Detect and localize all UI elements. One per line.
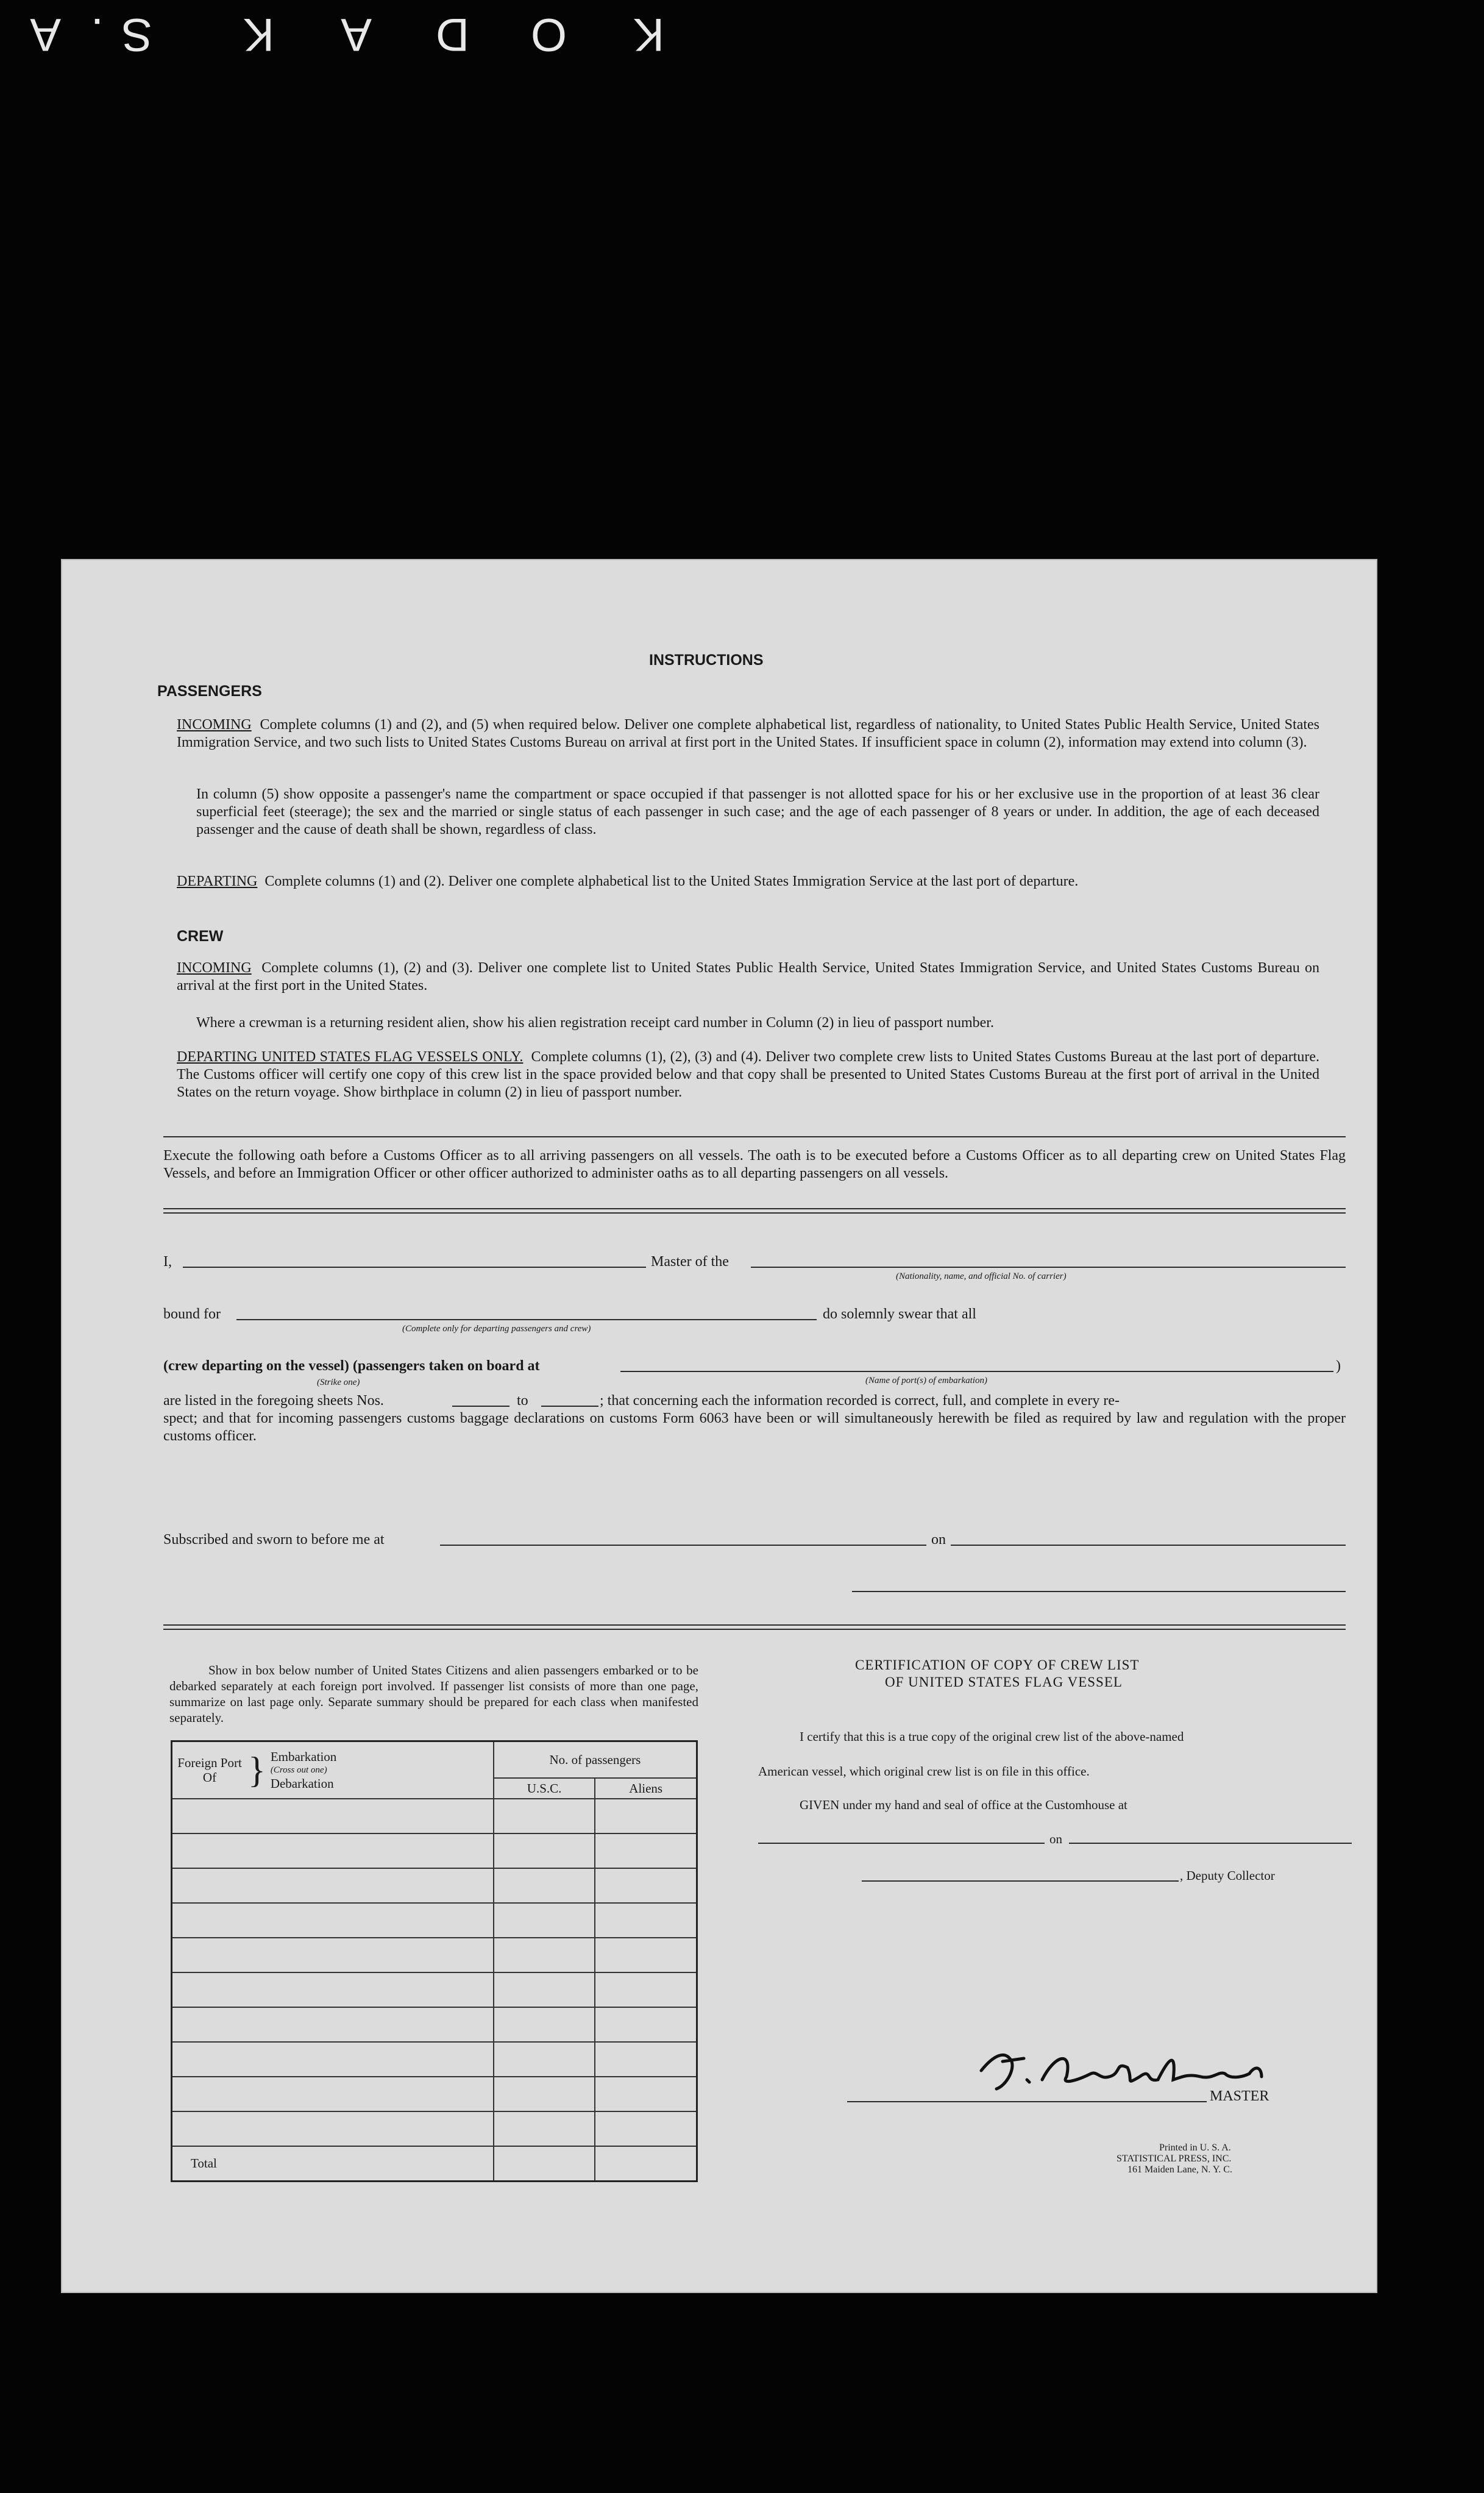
passengers-incoming-text: Complete columns (1) and (2), and (5) when required below. Deliver one complete alphabetical list, regardless of nationality, to United States Public Health Service, United States Immigration Service, and two such lists to United States Customs Bureau on arrival at first port in the United States. If insufficient space in column (2), information may extend into column (3). bbox=[177, 717, 1320, 750]
table-row bbox=[172, 2111, 697, 2146]
usc-header: U.S.C. bbox=[494, 1778, 595, 1799]
bound-for-note: (Complete only for departing passengers and crew) bbox=[402, 1324, 591, 1334]
table-row bbox=[172, 1833, 697, 1868]
passengers-incoming-label: INCOMING bbox=[177, 717, 252, 733]
sheet-to-field[interactable] bbox=[541, 1406, 598, 1407]
table-row bbox=[172, 1903, 697, 1938]
table-row bbox=[172, 1868, 697, 1903]
foreign-port-label: Foreign Port Of bbox=[177, 1755, 242, 1785]
subscribed-label: Subscribed and sworn to before me at bbox=[163, 1532, 385, 1548]
close-paren: ) bbox=[1336, 1358, 1341, 1374]
passengers-departing-paragraph bbox=[177, 873, 1319, 891]
passengers-departing-label: DEPARTING bbox=[177, 873, 258, 889]
film-edge-marking bbox=[12, 6, 689, 61]
master-signature-line[interactable] bbox=[847, 2101, 1207, 2102]
deputy-collector-field[interactable] bbox=[862, 1880, 1179, 1882]
strike-note: (Strike one) bbox=[317, 1378, 360, 1387]
passengers-heading: PASSENGERS bbox=[157, 683, 262, 700]
cert-date-field[interactable] bbox=[1069, 1843, 1352, 1844]
debarkation-label: Debarkation bbox=[270, 1776, 334, 1791]
oath-i-label: I, bbox=[163, 1254, 172, 1270]
aliens-header: Aliens bbox=[595, 1778, 697, 1799]
film-letter: A bbox=[30, 9, 61, 60]
total-label: Total bbox=[172, 2146, 494, 2182]
sworn-on-label: on bbox=[931, 1532, 946, 1548]
film-letter: K bbox=[633, 9, 664, 60]
embarkation-label: Embarkation bbox=[270, 1749, 337, 1764]
table-row bbox=[172, 2007, 697, 2042]
printer-line-2: STATISTICAL PRESS, INC. bbox=[1117, 2153, 1232, 2164]
total-row bbox=[172, 2146, 697, 2182]
swear-text: do solemnly swear that all bbox=[823, 1306, 976, 1322]
divider bbox=[163, 1136, 1346, 1137]
brace: } bbox=[248, 1750, 266, 1790]
double-divider bbox=[163, 1208, 1346, 1214]
passengers-incoming-paragraph bbox=[177, 716, 1319, 752]
film-letter: K bbox=[243, 9, 274, 60]
summary-instructions: Show in box below number of United States Citizens and alien passengers embarked or to be debarked separately at each foreign port involved. If passenger list consists of more than one page, summarize on last page only. Separate summary should be prepared for each class when manifested separately. bbox=[169, 1663, 698, 1725]
table-row bbox=[172, 1938, 697, 1972]
cert-text-2: American vessel, which original crew list is on file in this office. bbox=[758, 1764, 1090, 1779]
sheet-from-field[interactable] bbox=[452, 1406, 509, 1407]
no-passengers-header: No. of passengers bbox=[494, 1741, 697, 1779]
document-page bbox=[61, 559, 1377, 2293]
film-letter: A bbox=[341, 9, 372, 60]
table-row bbox=[172, 2042, 697, 2077]
departing-flag-paragraph bbox=[177, 1048, 1319, 1101]
listed-text-1: are listed in the foregoing sheets Nos. bbox=[163, 1393, 384, 1409]
double-divider-2 bbox=[163, 1624, 1346, 1630]
oath-master-of: Master of the bbox=[651, 1254, 729, 1270]
cert-text-3: GIVEN under my hand and seal of office at the Customhouse at bbox=[800, 1798, 1127, 1812]
port-header-cell bbox=[172, 1741, 494, 1799]
film-letter: . bbox=[90, 9, 104, 60]
officer-signature-line[interactable] bbox=[852, 1591, 1346, 1592]
film-letter: D bbox=[436, 9, 469, 60]
cert-text-1: I certify that this is a true copy of the original crew list of the above-named bbox=[800, 1729, 1184, 1744]
bound-for-label: bound for bbox=[163, 1306, 221, 1322]
nationality-note: (Nationality, name, and official No. of carrier) bbox=[896, 1271, 1067, 1281]
cert-on-label: on bbox=[1049, 1832, 1062, 1846]
cert-title-1: CERTIFICATION OF COPY OF CREW LIST bbox=[855, 1657, 1140, 1673]
port-note: (Name of port(s) of embarkation) bbox=[865, 1376, 987, 1385]
master-label: MASTER bbox=[1210, 2088, 1269, 2104]
passengers-departing-text: Complete columns (1) and (2). Deliver one complete alphabetical list to the United States Immigration Service at the last port of departure. bbox=[264, 873, 1079, 889]
crew-incoming-paragraph bbox=[177, 959, 1319, 995]
table-row bbox=[172, 2077, 697, 2111]
master-name-field[interactable] bbox=[183, 1267, 646, 1268]
sworn-place-field[interactable] bbox=[440, 1545, 926, 1546]
table-row bbox=[172, 1799, 697, 1833]
oath-intro: Execute the following oath before a Customs Officer as to all arriving passengers on all vessels. The oath is to be executed before a Customs Officer as to all departing crew on United States Flag Vessels, and before an Immigration Officer or other officer authorized to administer oaths as to all departing passengers on all vessels. bbox=[163, 1148, 1346, 1181]
crew-incoming-label: INCOMING bbox=[177, 960, 252, 976]
film-letter: O bbox=[530, 9, 567, 60]
deputy-collector-label: , Deputy Collector bbox=[1180, 1868, 1275, 1883]
crew-heading: CREW bbox=[177, 928, 224, 945]
column5-paragraph: In column (5) show opposite a passenger's name the compartment or space occupied if that passenger is not allotted space for his or her exclusive use in the proportion of at least 36 clear superficial feet (steerage); the sex and the married or single status of each passenger in such case; and the age of each passenger of 8 years or under. In addition, the age of each deceased passenger and the cause of death shall be shown, regardless of class. bbox=[196, 786, 1319, 838]
customhouse-field[interactable] bbox=[758, 1843, 1045, 1844]
table-row bbox=[172, 1972, 697, 2007]
departing-flag-text: Complete columns (1), (2), (3) and (4). Deliver two complete crew lists to United States Customs Bureau at the last port of departure. The Customs officer will certify one copy of this crew list in the space provided below and that copy shall be presented to United States Customs Bureau at the first port of arrival in the United States on the return voyage. Show birthplace in column (2) in lieu of passport number. bbox=[177, 1049, 1320, 1100]
film-letter: S bbox=[121, 9, 152, 60]
sworn-date-field[interactable] bbox=[951, 1545, 1346, 1546]
crew-departing-text: (crew departing on the vessel) (passengers taken on board at bbox=[163, 1358, 540, 1374]
departing-flag-label: DEPARTING UNITED STATES FLAG VESSELS ONLY. bbox=[177, 1049, 524, 1065]
printer-line-1: Printed in U. S. A. bbox=[1159, 2143, 1231, 2153]
listed-to: to bbox=[517, 1393, 528, 1409]
passenger-summary-table bbox=[171, 1740, 698, 2182]
listed-text-2: ; that concerning each the information recorded is correct, full, and complete in every re- bbox=[600, 1393, 1120, 1409]
crew-incoming-text: Complete columns (1), (2) and (3). Deliver one complete list to United States Public Health Service, United States Immigration Service, and United States Customs Bureau on arrival at the first port in the United States. bbox=[177, 960, 1319, 994]
crewman-paragraph: Where a crewman is a returning resident alien, show his alien registration receipt card number in Column (2) in lieu of passport number. bbox=[196, 1015, 994, 1031]
printer-line-3: 161 Maiden Lane, N. Y. C. bbox=[1127, 2164, 1232, 2175]
cross-out-note: (Cross out one) bbox=[270, 1765, 327, 1775]
cert-title-2: OF UNITED STATES FLAG VESSEL bbox=[885, 1674, 1123, 1690]
page-title: INSTRUCTIONS bbox=[649, 652, 764, 669]
listed-text-3: spect; and that for incoming passengers customs baggage declarations on customs Form 6063 have been or will simultaneously herewith be filed as required by law and regulation with the proper customs officer. bbox=[163, 1410, 1346, 1444]
